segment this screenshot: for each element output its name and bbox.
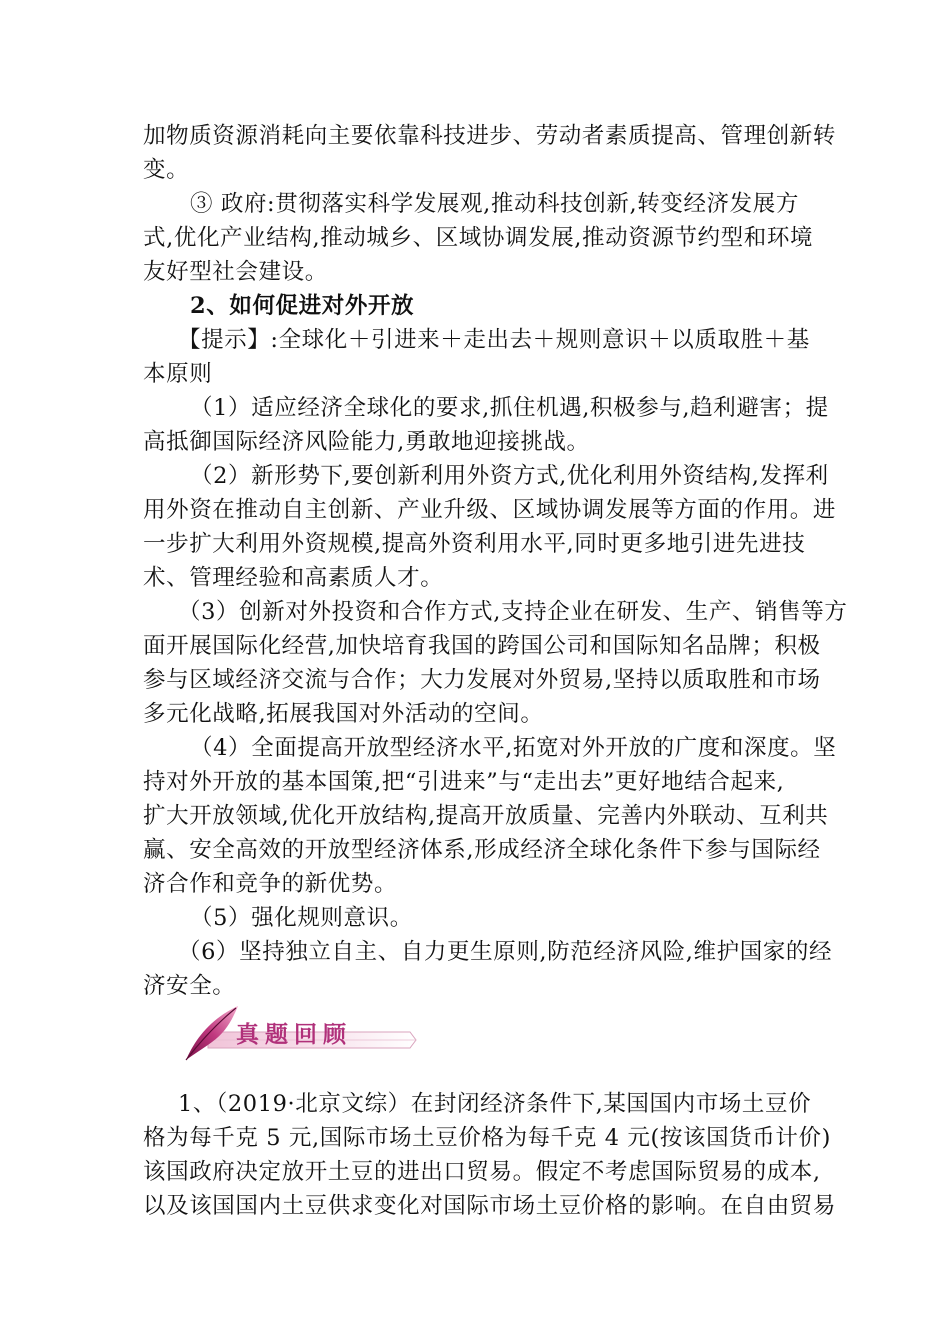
section-banner: [180, 1002, 420, 1062]
text-line: 参与区域经济交流与合作；大力发展对外贸易,坚持以质取胜和市场: [143, 667, 821, 693]
text-line: 本原则: [143, 361, 213, 387]
question-line: 以及该国国内土豆供求变化对国际市场土豆价格的影响。在自由贸易: [143, 1193, 837, 1219]
text-line: （3）创新对外投资和合作方式,支持企业在研发、生产、销售等方: [178, 599, 848, 625]
section-heading: 2、如何促进对外开放: [190, 293, 415, 319]
text-line: 面开展国际化经营,加快培育我国的跨国公司和国际知名品牌；积极: [143, 633, 821, 659]
hint-line: 【提示】:全球化＋引进来＋走出去＋规则意识＋以质取胜＋基: [178, 327, 810, 353]
text-line: 扩大开放领域,优化开放结构,提高开放质量、完善内外联动、互利共: [143, 803, 829, 829]
question-line: 格为每千克 5 元,国际市场土豆价格为每千克 4 元(按该国货币计价): [143, 1125, 831, 1151]
text-line: 赢、安全高效的开放型经济体系,形成经济全球化条件下参与国际经: [143, 837, 821, 863]
text-line: （6）坚持独立自主、自力更生原则,防范经济风险,维护国家的经: [178, 939, 833, 965]
text-line: 变。: [143, 157, 190, 183]
text-line: （4）全面提高开放型经济水平,拓宽对外开放的广度和深度。坚: [190, 735, 837, 761]
text-line: 济合作和竞争的新优势。: [143, 871, 398, 897]
text-line: 高抵御国际经济风险能力,勇敢地迎接挑战。: [143, 429, 590, 455]
text-line: （2）新形势下,要创新利用外资方式,优化利用外资结构,发挥利: [190, 463, 829, 489]
text-line: 友好型社会建设。: [143, 259, 328, 285]
question-line: 该国政府决定放开土豆的进出口贸易。假定不考虑国际贸易的成本,: [143, 1159, 821, 1185]
text-line: （5）强化规则意识。: [190, 905, 413, 931]
text-line: 术、管理经验和高素质人才。: [143, 565, 444, 591]
text-line: 一步扩大利用外资规模,提高外资利用水平,同时更多地引进先进技: [143, 531, 806, 557]
text-line: 式,优化产业结构,推动城乡、区域协调发展,推动资源节约型和环境: [143, 225, 814, 251]
text-line: 持对外开放的基本国策,把“引进来”与“走出去”更好地结合起来,: [143, 769, 785, 795]
banner-title: 真题回顾: [236, 1022, 352, 1048]
text-line: 济安全。: [143, 973, 236, 999]
question-line: 1、（2019·北京文综）在封闭经济条件下,某国国内市场土豆价: [178, 1091, 812, 1117]
text-line: 用外资在推动自主创新、产业升级、区域协调发展等方面的作用。进: [143, 497, 837, 523]
text-line: 多元化战略,拓展我国对外活动的空间。: [143, 701, 544, 727]
text-line: ③ 政府:贯彻落实科学发展观,推动科技创新,转变经济发展方: [190, 191, 799, 217]
text-line: （1）适应经济全球化的要求,抓住机遇,积极参与,趋利避害；提: [190, 395, 829, 421]
text-line: 加物质资源消耗向主要依靠科技进步、劳动者素质提高、管理创新转: [143, 123, 837, 149]
